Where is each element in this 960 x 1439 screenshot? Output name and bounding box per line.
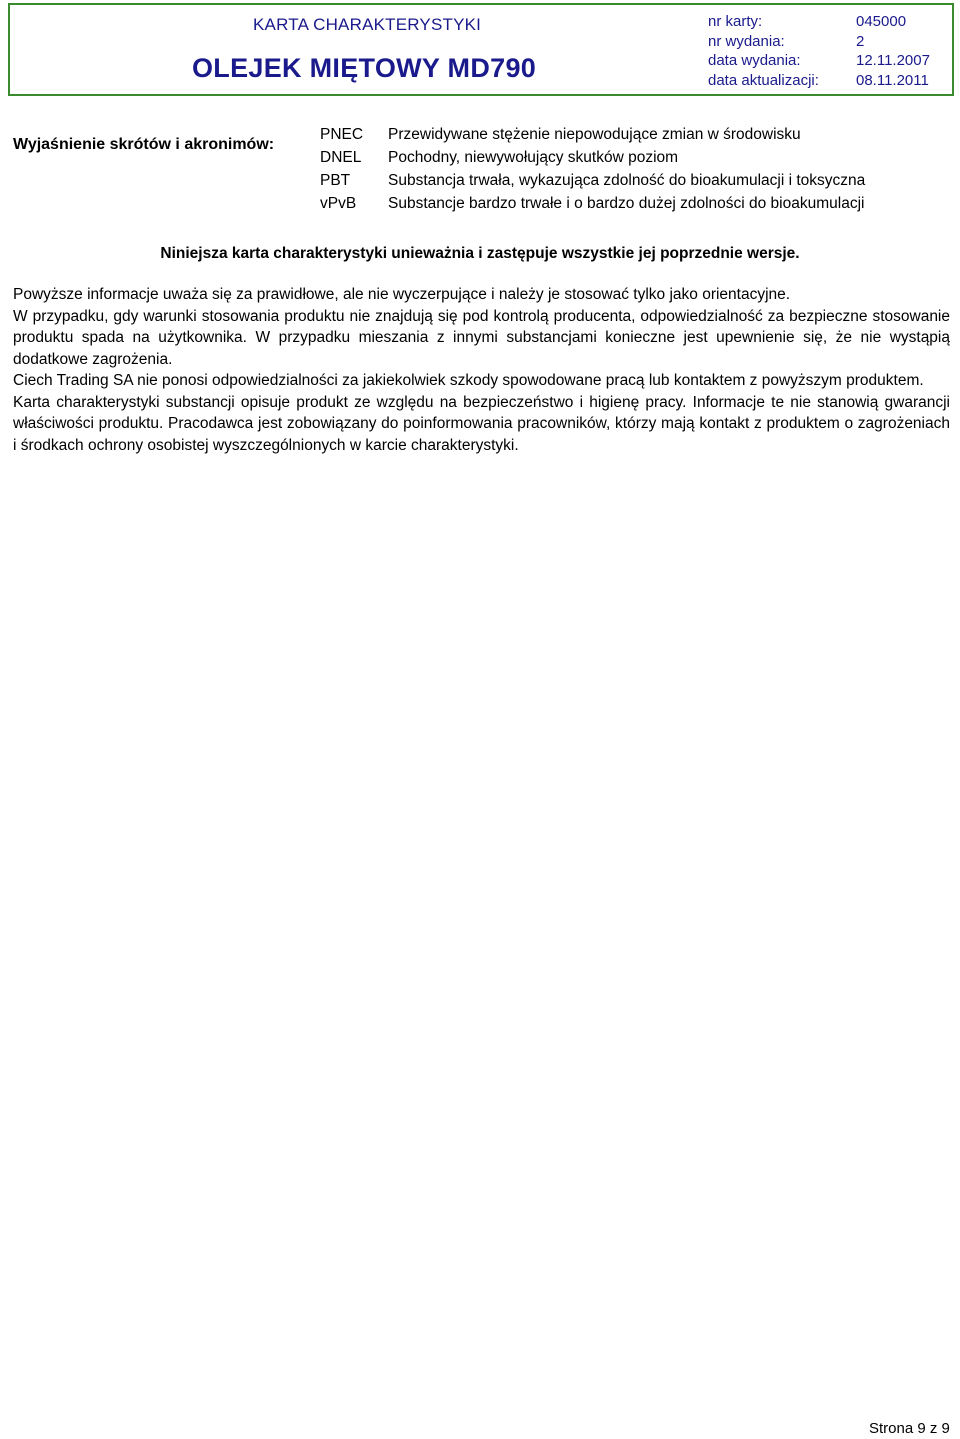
- abbreviations-heading: Wyjaśnienie skrótów i akronimów:: [13, 136, 275, 153]
- meta-label: data aktualizacji:: [708, 71, 819, 89]
- supersedes-notice: Niniejsza karta charakterystyki unieważnia i zastępuje wszystkie jej poprzednie wersje.: [160, 245, 800, 262]
- meta-value: 08.11.2011: [856, 71, 929, 89]
- meta-label: data wydania:: [708, 52, 801, 69]
- abbreviation-code: DNEL: [320, 149, 362, 166]
- page-number: Strona 9 z 9: [869, 1420, 950, 1437]
- meta-value: 12.11.2007: [856, 52, 930, 69]
- document-type-title: KARTA CHARAKTERYSTYKI: [253, 15, 482, 34]
- disclaimer-section: [13, 284, 950, 456]
- abbreviation-description: Przewidywane stężenie niepowodujące zmian w środowisku: [388, 126, 801, 143]
- abbreviation-code: PNEC: [320, 126, 364, 143]
- disclaimer-paragraph: Powyższe informacje uważa się za prawidłowe, ale nie wyczerpujące i należy je stosować tylko jako orientacyjne.: [13, 286, 791, 303]
- disclaimer-paragraph: Karta charakterystyki substancji opisuje produkt ze względu na bezpieczeństwo i higienę pracy. Informacje te nie stanowią gwarancji właściwości produktu. Pracodawca jest zobowiązany do poinformowania pracowników, którzy mają kontakt z produktem o zagrożeniach i środkach ochrony osobistej wyszczególnionych w karcie charakterystyki.: [13, 393, 950, 454]
- abbreviation-description: Substancje bardzo trwałe i o bardzo dużej zdolności do bioakumulacji: [388, 195, 865, 212]
- meta-value: 2: [856, 32, 865, 50]
- disclaimer-paragraph: Ciech Trading SA nie ponosi odpowiedzialności za jakiekolwiek szkody spowodowane pracą lub kontaktem z powyższym produktem.: [13, 372, 924, 389]
- disclaimer-paragraph: W przypadku, gdy warunki stosowania produktu nie znajdują się pod kontrolą producenta, odpowiedzialność za bezpieczne stosowanie produktu spada na użytkownika. W przypadku mieszania z innymi substancjami konieczne jest upewnienie się, że nie wystąpią dodatkowe zagrożenia.: [13, 307, 950, 368]
- abbreviation-code: PBT: [320, 172, 351, 189]
- abbreviation-code: vPvB: [320, 195, 357, 212]
- meta-label: nr wydania:: [708, 32, 785, 50]
- abbreviation-description: Substancja trwała, wykazująca zdolność do bioakumulacji i toksyczna: [388, 172, 866, 189]
- meta-value: 045000: [856, 13, 907, 30]
- abbreviation-description: Pochodny, niewywołujący skutków poziom: [388, 149, 679, 166]
- product-name: OLEJEK MIĘTOWY MD790: [192, 53, 537, 83]
- meta-label: nr karty:: [708, 13, 763, 30]
